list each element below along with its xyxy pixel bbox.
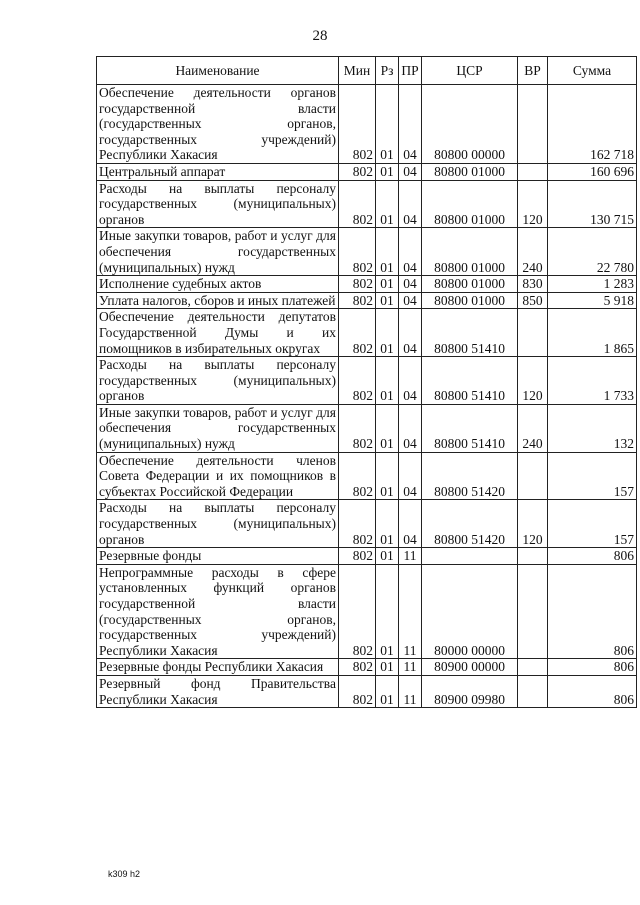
cell-csr: 80800 01000 — [422, 180, 518, 228]
cell-rz: 01 — [376, 292, 399, 309]
table-row — [97, 675, 637, 707]
cell-min: 802 — [339, 564, 376, 659]
cell-rz: 01 — [376, 163, 399, 180]
cell-min: 802 — [339, 276, 376, 293]
cell-csr: 80800 00000 — [422, 85, 518, 164]
table-row — [97, 309, 637, 357]
cell-min: 802 — [339, 675, 376, 707]
cell-sum: 1 733 — [548, 357, 637, 405]
cell-vr: 240 — [518, 228, 548, 276]
cell-pr: 11 — [399, 548, 422, 565]
cell-min: 802 — [339, 548, 376, 565]
cell-sum: 160 696 — [548, 163, 637, 180]
cell-vr — [518, 85, 548, 164]
cell-sum: 806 — [548, 548, 637, 565]
cell-rz: 01 — [376, 309, 399, 357]
cell-csr: 80800 51420 — [422, 452, 518, 500]
cell-rz: 01 — [376, 675, 399, 707]
footer-code: k309 h2 — [108, 869, 141, 879]
cell-name: Резервные фонды — [97, 548, 339, 565]
page-number: 28 — [312, 28, 328, 44]
cell-min: 802 — [339, 500, 376, 548]
cell-rz: 01 — [376, 564, 399, 659]
cell-sum: 132 — [548, 404, 637, 452]
cell-vr — [518, 564, 548, 659]
cell-sum: 5 918 — [548, 292, 637, 309]
cell-rz: 01 — [376, 404, 399, 452]
cell-sum: 22 780 — [548, 228, 637, 276]
cell-sum: 806 — [548, 659, 637, 676]
cell-pr: 04 — [399, 309, 422, 357]
cell-name: Расходы на выплаты персоналу государственных (муниципальных) органов — [97, 180, 339, 228]
cell-vr — [518, 659, 548, 676]
table-row — [97, 228, 637, 276]
cell-pr: 04 — [399, 85, 422, 164]
cell-pr: 04 — [399, 292, 422, 309]
cell-csr: 80000 00000 — [422, 564, 518, 659]
cell-vr: 120 — [518, 180, 548, 228]
cell-rz: 01 — [376, 452, 399, 500]
cell-csr — [422, 548, 518, 565]
header-rz: Рз — [376, 57, 399, 85]
table-row — [97, 659, 637, 676]
cell-rz: 01 — [376, 357, 399, 405]
cell-vr: 120 — [518, 357, 548, 405]
table-row — [97, 276, 637, 293]
cell-csr: 80900 09980 — [422, 675, 518, 707]
cell-name: Иные закупки товаров, работ и услуг для обеспечения государственных (муниципальных) нужд — [97, 228, 339, 276]
cell-csr: 80800 01000 — [422, 276, 518, 293]
cell-csr: 80800 51420 — [422, 500, 518, 548]
cell-pr: 11 — [399, 659, 422, 676]
cell-sum: 806 — [548, 675, 637, 707]
cell-rz: 01 — [376, 548, 399, 565]
table-row — [97, 548, 637, 565]
cell-csr: 80900 00000 — [422, 659, 518, 676]
cell-csr: 80800 51410 — [422, 309, 518, 357]
cell-min: 802 — [339, 228, 376, 276]
cell-vr — [518, 309, 548, 357]
cell-name: Расходы на выплаты персоналу государственных (муниципальных) органов — [97, 357, 339, 405]
cell-name: Исполнение судебных актов — [97, 276, 339, 293]
cell-name: Уплата налогов, сборов и иных платежей — [97, 292, 339, 309]
cell-rz: 01 — [376, 85, 399, 164]
cell-sum: 130 715 — [548, 180, 637, 228]
cell-vr: 120 — [518, 500, 548, 548]
cell-csr: 80800 01000 — [422, 292, 518, 309]
cell-vr — [518, 675, 548, 707]
header-csr: ЦСР — [422, 57, 518, 85]
cell-min: 802 — [339, 292, 376, 309]
header-vr: ВР — [518, 57, 548, 85]
cell-name: Центральный аппарат — [97, 163, 339, 180]
cell-rz: 01 — [376, 659, 399, 676]
cell-pr: 04 — [399, 228, 422, 276]
cell-name: Обеспечение деятельности депутатов Государственной Думы и их помощников в избирательных округах — [97, 309, 339, 357]
cell-sum: 1 865 — [548, 309, 637, 357]
cell-vr: 240 — [518, 404, 548, 452]
cell-sum: 157 — [548, 500, 637, 548]
table-row — [97, 564, 637, 659]
cell-min: 802 — [339, 85, 376, 164]
cell-pr: 04 — [399, 500, 422, 548]
cell-pr: 11 — [399, 564, 422, 659]
cell-min: 802 — [339, 404, 376, 452]
cell-pr: 04 — [399, 276, 422, 293]
table-row — [97, 452, 637, 500]
table-row — [97, 85, 637, 164]
cell-csr: 80800 01000 — [422, 228, 518, 276]
cell-rz: 01 — [376, 228, 399, 276]
table-row — [97, 292, 637, 309]
cell-min: 802 — [339, 659, 376, 676]
cell-vr: 830 — [518, 276, 548, 293]
cell-sum: 162 718 — [548, 85, 637, 164]
cell-name: Расходы на выплаты персоналу государственных (муниципальных) органов — [97, 500, 339, 548]
cell-min: 802 — [339, 180, 376, 228]
table-row — [97, 180, 637, 228]
cell-name: Иные закупки товаров, работ и услуг для обеспечения государственных (муниципальных) нужд — [97, 404, 339, 452]
cell-name: Резервный фонд Правительства Республики Хакасия — [97, 675, 339, 707]
header-row — [97, 57, 637, 85]
cell-sum: 157 — [548, 452, 637, 500]
cell-rz: 01 — [376, 180, 399, 228]
cell-pr: 04 — [399, 163, 422, 180]
cell-pr: 11 — [399, 675, 422, 707]
cell-vr — [518, 452, 548, 500]
cell-name: Обеспечение деятельности членов Совета Федерации и их помощников в субъектах Российской Федерации — [97, 452, 339, 500]
cell-name: Непрограммные расходы в сфере установленных функций органов государственной власти (государственных органов, государственных учреждений) Республики Хакасия — [97, 564, 339, 659]
cell-rz: 01 — [376, 276, 399, 293]
header-min: Мин — [339, 57, 376, 85]
table-row — [97, 404, 637, 452]
table-row — [97, 500, 637, 548]
cell-pr: 04 — [399, 452, 422, 500]
cell-vr: 850 — [518, 292, 548, 309]
cell-name: Резервные фонды Республики Хакасия — [97, 659, 339, 676]
cell-sum: 806 — [548, 564, 637, 659]
cell-rz: 01 — [376, 500, 399, 548]
cell-pr: 04 — [399, 357, 422, 405]
header-pr: ПР — [399, 57, 422, 85]
cell-min: 802 — [339, 452, 376, 500]
cell-vr — [518, 548, 548, 565]
cell-csr: 80800 51410 — [422, 357, 518, 405]
cell-pr: 04 — [399, 404, 422, 452]
cell-csr: 80800 01000 — [422, 163, 518, 180]
cell-csr: 80800 51410 — [422, 404, 518, 452]
cell-pr: 04 — [399, 180, 422, 228]
cell-min: 802 — [339, 357, 376, 405]
table-row — [97, 357, 637, 405]
budget-table — [96, 56, 637, 708]
table-row — [97, 163, 637, 180]
header-sum: Сумма — [548, 57, 637, 85]
cell-min: 802 — [339, 163, 376, 180]
cell-name: Обеспечение деятельности органов государственной власти (государственных органов, государственных учреждений) Республики Хакасия — [97, 85, 339, 164]
cell-sum: 1 283 — [548, 276, 637, 293]
cell-min: 802 — [339, 309, 376, 357]
cell-vr — [518, 163, 548, 180]
header-name: Наименование — [97, 57, 339, 85]
